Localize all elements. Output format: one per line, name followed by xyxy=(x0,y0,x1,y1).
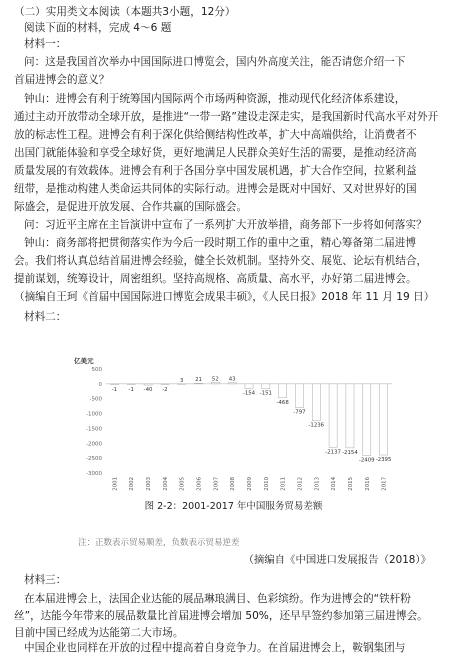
text-line: 提前谋划，统筹设计，周密组织。坚持高规格、高质量、高水平，办好第二届进博会。 xyxy=(14,273,417,285)
chart-note: 注：正数表示贸易顺差，负数表示贸易逆差 xyxy=(78,538,240,548)
data-label-2015: -2154 xyxy=(342,449,358,456)
x-tick-2005: 2005 xyxy=(179,477,186,491)
text-line: 通过主动开放带动全球开放，是推进“一带一路”建设走深走实，是我国新时代高水平对外开 xyxy=(14,111,439,123)
text-line: 出国门就能体验和享受全球好货，更好地满足人民群众美好生活的需要，是推动经济高 xyxy=(14,147,417,159)
bar-2005 xyxy=(178,384,186,385)
bar-2008 xyxy=(228,383,236,384)
material-3-title: 材料三： xyxy=(24,574,67,586)
data-label-2002: -1 xyxy=(128,386,134,393)
data-label-2014: -2137 xyxy=(325,449,341,456)
text-line: 首届进博会的意义？ xyxy=(14,74,110,86)
y-tick-label: -2500 xyxy=(86,456,102,463)
text-line: 丝”，达能今年带来的展品数量比首届进博会增加 50%，还早早签约参加第三届进博会。 xyxy=(14,610,428,622)
x-tick-2012: 2012 xyxy=(297,477,304,491)
x-tick-2008: 2008 xyxy=(230,477,237,491)
text-line: 质量发展的有效载体。进博会有利于各国分享中国发展机遇，扩大合作空间，拉紧利益 xyxy=(14,165,417,177)
y-axis-unit: 亿美元 xyxy=(74,357,94,365)
x-tick-2002: 2002 xyxy=(129,477,136,491)
y-tick-label: -3000 xyxy=(86,471,102,477)
data-label-2009: -154 xyxy=(242,390,256,397)
x-tick-2001: 2001 xyxy=(112,477,119,491)
data-label-2003: -40 xyxy=(143,386,153,393)
data-label-2007: 52 xyxy=(211,376,219,383)
bar-2013 xyxy=(312,384,320,421)
text-line: 际盛会，是促进开放发展、合作共赢的国际盛会。 xyxy=(14,201,248,213)
bar-2009 xyxy=(245,384,253,389)
material-2-title: 材料二： xyxy=(24,311,67,323)
text-line: 放的标志性工程。进博会有利于深化供给侧结构性改革，扩大中高端供给，让消费者不 xyxy=(14,129,417,141)
text-line: 钟山：进博会有利于统筹国内国际两个市场两种资源，推动现代化经济体系建设， xyxy=(24,93,406,105)
bar-2001 xyxy=(110,384,118,385)
text-line: 目前中国已经成为达能第二大市场。 xyxy=(14,627,184,639)
x-tick-2014: 2014 xyxy=(331,477,338,491)
m3-paragraph-2: 中国企业也同样在开放的过程中提高着自身竞争力。在首届进博会上，鞍钢集团与 xyxy=(24,642,406,654)
data-label-2001: -1 xyxy=(111,386,118,393)
data-label-2016: -2409 xyxy=(358,457,375,464)
data-label-2004: -2 xyxy=(162,386,168,393)
data-label-2006: 21 xyxy=(195,377,202,384)
x-tick-2004: 2004 xyxy=(162,477,169,491)
bar-2010 xyxy=(262,384,270,388)
data-label-2012: -797 xyxy=(293,409,306,416)
y-tick-label: -2000 xyxy=(86,441,102,448)
text-line: 问：这是我国首次举办中国国际进口博览会，国内外高度关注，能否请您介绍一下 xyxy=(24,56,406,68)
x-tick-2003: 2003 xyxy=(146,477,153,491)
material-2-source: （摘编自《中国进口发展报告（2018）》 xyxy=(243,554,431,566)
text-line: 钟山：商务部将把贯彻落实作为今后一段时期工作的重中之重，精心筹备第二届进博 xyxy=(24,237,416,249)
text-line: 在本届进博会上，法国企业达能的展品琳琅满目、色彩缤纷。作为进博会的“铁杆粉 xyxy=(24,593,411,605)
y-tick-label: -1000 xyxy=(86,411,102,418)
bar-2016 xyxy=(363,384,371,456)
x-tick-2006: 2006 xyxy=(196,477,203,491)
bar-2012 xyxy=(295,384,303,408)
bar-2011 xyxy=(279,384,287,398)
x-tick-2010: 2010 xyxy=(263,477,270,491)
data-label-2017: -2395 xyxy=(375,457,392,464)
data-label-2010: -151 xyxy=(259,390,272,397)
bar-2003 xyxy=(144,384,152,385)
section-heading: （二）实用类文本阅读（本题共3小题，12分） xyxy=(14,6,236,18)
y-tick-label: 0 xyxy=(98,381,102,388)
m1-question-2: 问：习近平主席在主旨演讲中宣布了一系列扩大开放举措，商务部下一步将如何落实？ xyxy=(24,219,427,231)
bar-2014 xyxy=(329,384,337,447)
y-tick-label: -1500 xyxy=(86,426,102,433)
x-tick-2017: 2017 xyxy=(381,477,388,491)
bar-2007 xyxy=(211,382,219,384)
x-tick-2015: 2015 xyxy=(347,477,354,491)
chart-svg xyxy=(70,355,400,510)
data-label-2011: -468 xyxy=(276,399,289,406)
x-tick-2009: 2009 xyxy=(247,477,253,491)
x-tick-2007: 2007 xyxy=(213,477,220,491)
data-label-2013: -1236 xyxy=(308,422,325,429)
bar-2002 xyxy=(127,384,135,385)
x-tick-2016: 2016 xyxy=(364,477,371,491)
chart-caption: 图 2-2：2001-2017 年中国服务贸易差额 xyxy=(144,501,323,512)
y-tick-label: -500 xyxy=(89,396,102,403)
y-tick-label: 500 xyxy=(91,367,102,373)
bar-2004 xyxy=(161,384,169,385)
data-label-2008: 43 xyxy=(228,376,236,383)
bar-2017 xyxy=(380,384,388,455)
material-1-source: （摘编自王珂《首届中国国际进口博览会成果丰硕》，《人民日报》2018 年 11 月 19 日） xyxy=(14,291,435,303)
data-label-2005: 3 xyxy=(179,377,184,384)
text-line: 纽带，是推动构建人类命运共同体的实际行动。进博会是既对中国好、又对世界好的国 xyxy=(14,183,417,195)
material-1-title: 材料一： xyxy=(24,38,67,50)
text-line: 会。我们将认真总结首届进博会经验，健全长效机制。坚持外交、展览、论坛有机结合， xyxy=(14,255,428,267)
x-tick-2013: 2013 xyxy=(314,477,321,491)
trade-balance-chart xyxy=(70,355,400,510)
instruction: 阅读下面的材料，完成 4～6 题 xyxy=(24,22,172,34)
bar-2015 xyxy=(346,384,354,448)
x-tick-2011: 2011 xyxy=(280,477,287,491)
bar-2006 xyxy=(194,383,202,384)
